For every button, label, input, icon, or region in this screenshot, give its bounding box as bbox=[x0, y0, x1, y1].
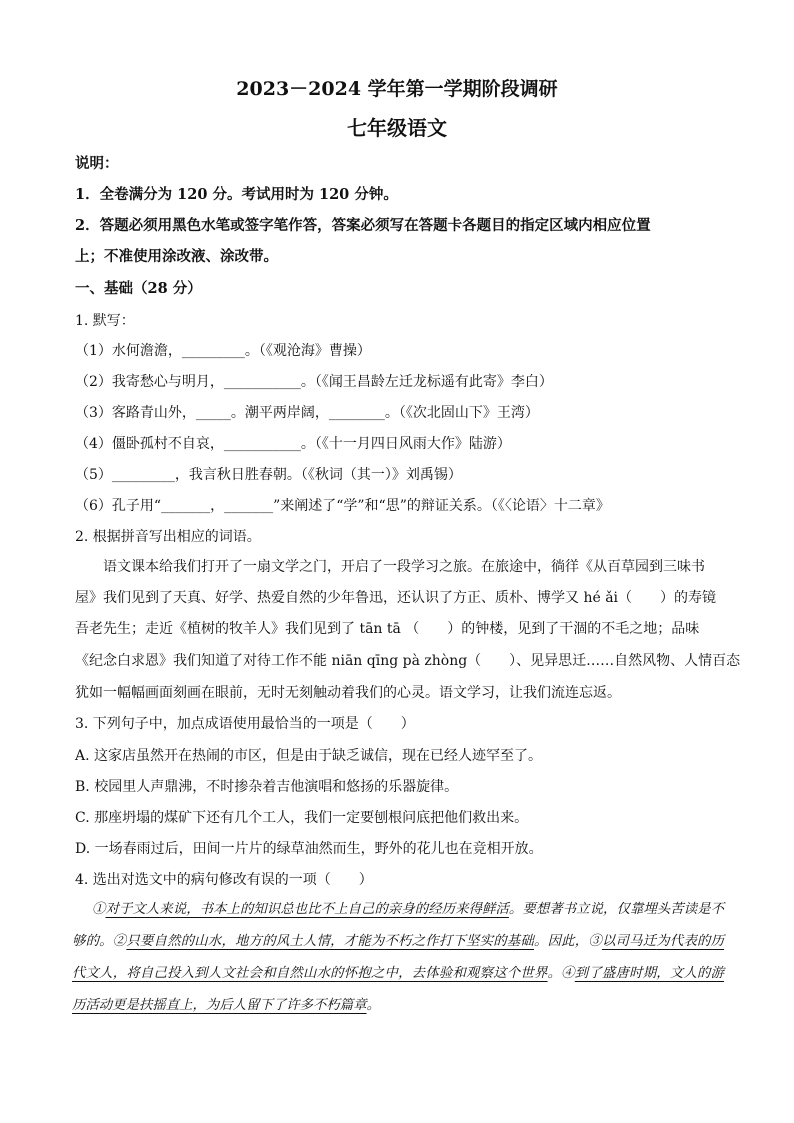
question-1-item: （4）僵卧孤村不自哀，___________。（《十一月四日风雨大作》陆游） bbox=[75, 436, 511, 452]
question-3-option-a: A. 这家店虽然开在热闹的市区，但是由于缺乏诚信，现在已经人迹罕至了。 bbox=[75, 748, 543, 764]
question-2-paragraph-line: 屋》我们见到了天真、好学、热爱自然的少年鲁迅，还认识了方正、质朴、博学又 hé ǎi（ ）的寿镜 bbox=[75, 590, 717, 606]
question-4-passage bbox=[72, 894, 724, 1022]
instruction-item-2-line1: 2．答题必须用黑色水笔或签字笔作答，答案必须写在答题卡各题目的指定区域内相应位置 bbox=[75, 217, 651, 234]
instruction-item-2-line2: 上；不准使用涂改液、涂改带。 bbox=[75, 248, 278, 265]
sentence-4-underlined: 到了盛唐 bbox=[574, 966, 630, 981]
question-3-stem: 3. 下列句子中，加点成语使用最恰当的一项是（ ） bbox=[75, 716, 415, 732]
sentence-3-marker: ③ bbox=[588, 934, 602, 949]
passage-text: 。要想著书立说，仅靠埋头苦 bbox=[508, 902, 684, 917]
sentence-1-underlined: 对于文人来说，书本上的知识总也比不上自己的亲身的经历来得鲜活 bbox=[105, 902, 509, 917]
question-3-option-b: B. 校园里人声鼎沸，不时掺杂着吉他演唱和悠扬的乐器旋律。 bbox=[75, 779, 459, 795]
question-1-item: （2）我寄愁心与明月，___________。（《闻王昌龄左迁龙标遥有此寄》李白） bbox=[75, 374, 553, 390]
question-2-stem: 2. 根据拼音写出相应的词语。 bbox=[75, 529, 261, 545]
passage-text: 。 bbox=[366, 998, 380, 1013]
page-subtitle: 七年级语文 bbox=[347, 116, 447, 140]
passage-text: 读是不够的。 bbox=[72, 902, 725, 949]
question-2-paragraph-line: 《纪念白求恩》我们知道了对待工作不能 niān qīng pà zhòng（ ）、见异思迁……自然风物、人情百态 bbox=[75, 653, 741, 669]
sentence-1-marker: ① bbox=[92, 902, 106, 917]
question-3-option-d: D. 一场春雨过后，田间一片片的绿草油然而生，野外的花儿也在竞相开放。 bbox=[75, 841, 543, 857]
question-2-paragraph-line: 犹如一幅幅画面刻画在眼前，无时无刻触动着我们的心灵。语文学习，让我们流连忘返。 bbox=[75, 685, 621, 701]
question-3-option-c: C. 那座坍塌的煤矿下还有几个工人，我们一定要刨根问底把他们救出来。 bbox=[75, 810, 529, 826]
question-1-item: （5）_________，我言秋日胜春朝。（《秋词（其一）》刘禹锡） bbox=[75, 467, 462, 483]
sentence-3-underlined: 以司马迁 bbox=[601, 934, 657, 949]
passage-text: 。 bbox=[547, 966, 562, 981]
question-1-item: （3）客路青山外，_____。潮平两岸阔，________。（《次北固山下》王湾） bbox=[75, 405, 539, 421]
sentence-4-marker: ④ bbox=[561, 966, 575, 981]
passage-text: 。因此， bbox=[533, 934, 589, 949]
question-1-stem: 1. 默写： bbox=[75, 313, 135, 329]
question-1-item: （6）孔子用“_______，_______”来阐述了“学”和“思”的辩证关系。（《〈论语〉十二章》 bbox=[75, 498, 610, 514]
sentence-3-underlined: 为代表的历代文人，将自己投入到人文社会和自然山水的怀抱之中，去体验和观察这个世界 bbox=[72, 934, 725, 981]
question-4-stem: 4. 选出对选文中的病句修改有误的一项（ ） bbox=[75, 872, 373, 888]
instructions-label: 说明： bbox=[75, 155, 119, 172]
sentence-2-underlined: 只要自然的山水，地方的风土人情，才能为不朽之作打下坚实的基础 bbox=[126, 934, 534, 949]
question-1-item: （1）水何澹澹，_________。（《观沧海》曹操） bbox=[75, 343, 371, 359]
sentence-4-underlined: 时期，文人的游历活动更是扶摇直上，为后人留下了许多不朽篇章 bbox=[72, 966, 725, 1013]
question-2-paragraph-line: 语文课本给我们打开了一扇文学之门，开启了一段学习之旅。在旅途中，徜徉《从百草园到三味书 bbox=[103, 559, 705, 575]
question-2-paragraph-line: 吾老先生；走近《植树的牧羊人》我们见到了 tān tā （ ）的钟楼，见到了干涸的不毛之地；品味 bbox=[75, 621, 700, 637]
section-heading: 一、基础（28 分） bbox=[75, 280, 202, 297]
page-title: 2023－2024 学年第一学期阶段调研 bbox=[236, 78, 558, 100]
sentence-2-marker: ② bbox=[112, 934, 127, 949]
instruction-item-1: 1．全卷满分为 120 分。考试用时为 120 分钟。 bbox=[75, 186, 398, 203]
